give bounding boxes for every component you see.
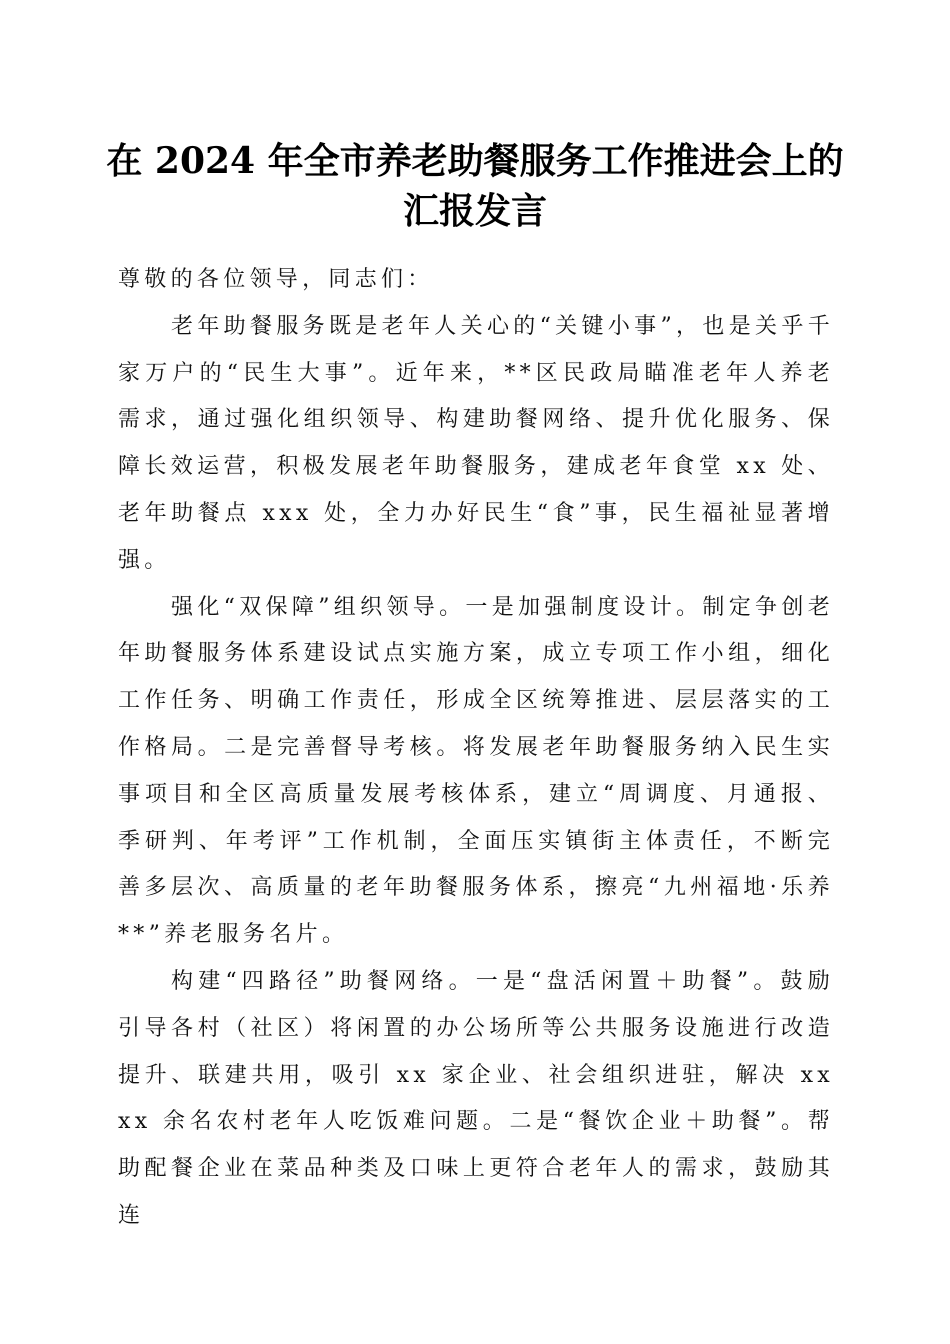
paragraph-network: 构建“四路径”助餐网络。一是“盘活闲置＋助餐”。鼓励引导各村（社区）将闲置的办公场所等公共服务设施进行改造提升、联建共用，吸引 xx 家企业、社会组织进驻，解决 xxxx 余名农村老年人吃饭难问题。二是“餐饮企业＋助餐”。帮助配餐企业在菜品种类及口味上更符合老年人的需求，鼓励其连	[118, 968, 834, 1228]
title-line-1: 在 2024 年全市养老助餐服务工作推进会上的	[106, 140, 844, 182]
salutation: 尊敬的各位领导，同志们：	[118, 267, 434, 292]
document-title	[100, 136, 850, 236]
title-line-2: 汇报发言	[402, 190, 547, 232]
paragraph-organization: 强化“双保障”组织领导。一是加强制度设计。制定争创老年助餐服务体系建设试点实施方案，成立专项工作小组，细化工作任务、明确工作责任，形成全区统筹推进、层层落实的工作格局。二是完善督导考核。将发展老年助餐服务纳入民生实事项目和全区高质量发展考核体系，建立“周调度、月通报、季研判、年考评”工作机制，全面压实镇街主体责任，不断完善多层次、高质量的老年助餐服务体系，擦亮“九州福地·乐养**”养老服务名片。	[118, 594, 834, 948]
document-body	[118, 257, 834, 1240]
paragraph-intro: 老年助餐服务既是老年人关心的“关键小事”，也是关乎千家万户的“民生大事”。近年来，**区民政局瞄准老年人养老需求，通过强化组织领导、构建助餐网络、提升优化服务、保障长效运营，积极发展老年助餐服务，建成老年食堂 xx 处、老年助餐点 xxx 处，全力办好民生“食”事，民生福祉显著增强。	[118, 313, 834, 573]
